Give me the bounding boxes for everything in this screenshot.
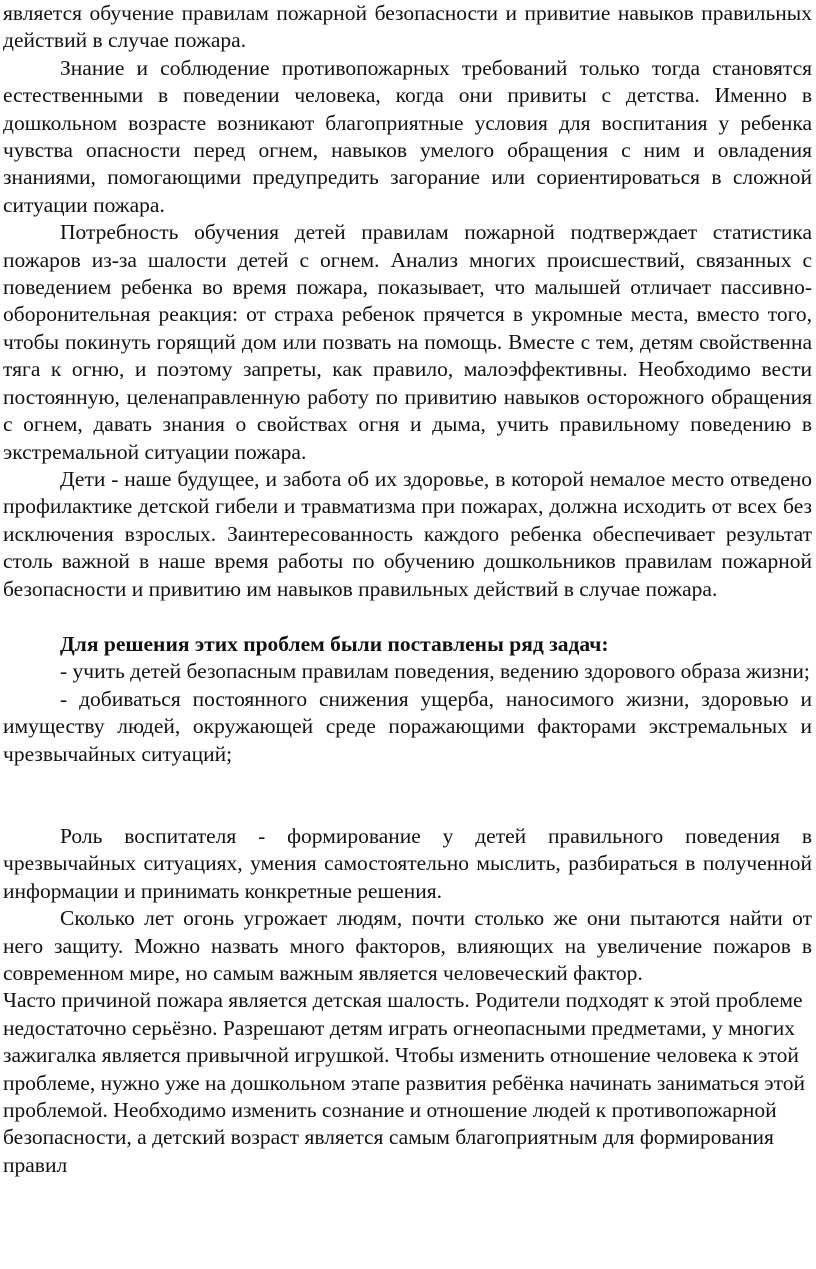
paragraph-educator-role: Роль воспитателя - формирование у детей правильного поведения в чрезвычайных ситуациях, умения самостоятельно мыслить, разбираться в полученной информации и принимать конкретные решения. bbox=[3, 823, 812, 903]
task-item-2: - добиваться постоянного снижения ущерба, наносимого жизни, здоровью и имуществу людей, окружающей среде поражающими факторами экстремальных и чрезвычайных ситуаций; bbox=[3, 686, 812, 766]
paragraph-children-future: Дети - наше будущее, и забота об их здоровье, в которой немалое место отведено профилактике детской гибели и травматизма при пожарах, должна исходить от всех без исключения взрослых. Заинтересованность каждого ребенка обеспечивает результат столь важной в наше время работы по обучению дошкольников правилам пожарной безопасности и привитию им навыков правильных действий в случае пожара. bbox=[3, 466, 812, 601]
paragraph-fire-threat: Сколько лет огонь угрожает людям, почти столько же они пытаются найти от него защиту. Можно назвать много факторов, влияющих на увеличение пожаров в современном мире, но самым важным является человеческий фактор. bbox=[3, 906, 812, 985]
tasks-heading: Для решения этих проблем были поставлены ряд задач: bbox=[60, 631, 609, 656]
task-item-1: - учить детей безопасным правилам поведения, ведению здорового образа жизни; bbox=[60, 659, 810, 684]
paragraph-knowledge: Знание и соблюдение противопожарных требований только тогда становятся естественными в поведении человека, когда они привиты с детства. Именно в дошкольном возрасте возникают благоприятные условия для воспитания у ребенка чувства опасности перед огнем, навыков умелого обращения с ним и овладения знаниями, помогающими предупредить загорание или сориентироваться в сложной ситуации пожара. bbox=[3, 55, 812, 217]
paragraph-continuation: является обучение правилам пожарной безопасности и привитие навыков правильных действий в случае пожара. bbox=[3, 1, 812, 53]
spacer bbox=[3, 603, 812, 631]
spacer bbox=[3, 768, 812, 823]
paragraph-need: Потребность обучения детей правилам пожарной подтверждает статистика пожаров из-за шалости детей с огнем. Анализ многих происшествий, связанных с поведением ребенка во время пожара, показывает, что малышей отличает пассивно-оборонительная реакция: от страха ребенок прячется в укромные места, вместо того, чтобы покинуть горящий дом или позвать на помощь. Вместе с тем, детям свойственна тяга к огню, и поэтому запреты, как правило, малоэффективны. Необходимо вести постоянную, целенаправленную работу по привитию навыков осторожного обращения с огнем, давать знания о свойствах огня и дыма, учить правильному поведению в экстремальной ситуации пожара. bbox=[3, 220, 812, 464]
paragraph-child-mischief: Часто причиной пожара является детская шалость. Родители подходят к этой проблеме недостаточно серьёзно. Разрешают детям играть огнеопасными предметами, у многих зажигалка является привычной игрушкой. Чтобы изменить отношение человека к этой проблеме, нужно уже на дошкольном этапе развития ребёнка начинать заниматься этой проблемой. Необходимо изменить сознание и отношение людей к противопожарной безопасности, а детский возраст является самым благоприятным для формирования правил bbox=[3, 988, 806, 1177]
